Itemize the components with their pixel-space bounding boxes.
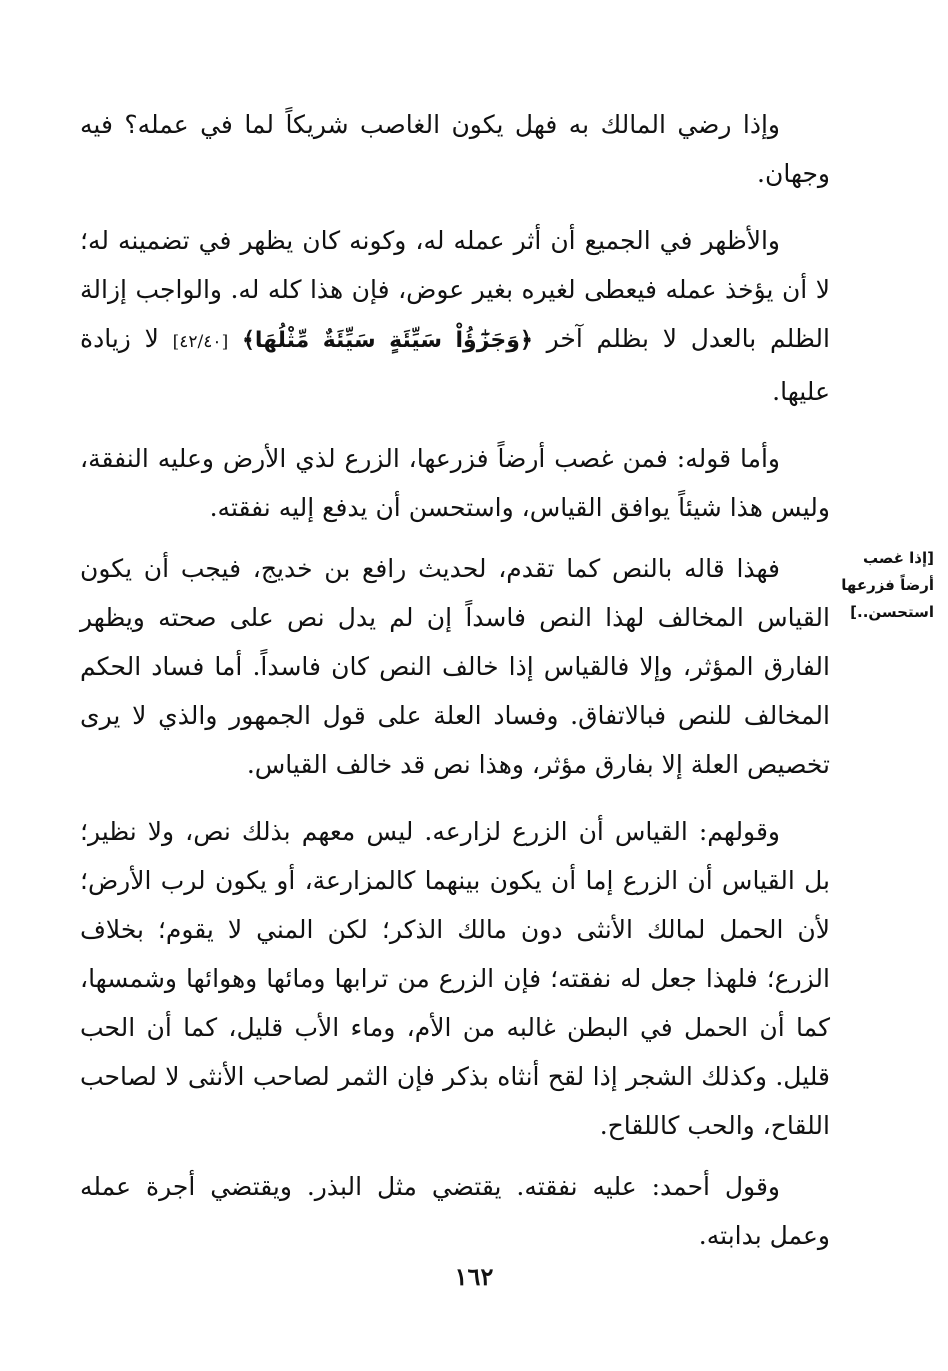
margin-side-note [836, 545, 934, 626]
page-number: ١٦٢ [454, 1262, 494, 1291]
side-note-line-3: استحسن..] [850, 603, 934, 621]
side-note-line-2: أرضاً فزرعها [841, 576, 934, 594]
paragraph-1: وإذا رضي المالك به فهل يكون الغاصب شريكاً لما في عمله؟ فيه وجهان. [80, 110, 830, 188]
paragraph-5: وقولهم: القياس أن الزرع لزارعه. ليس معهم بذلك نص، ولا نظير؛ بل القياس أن الزرع إما أن يكون بينهما كالمزارعة، أو يكون لرب الأرض؛ لأن الحمل لمالك الأنثى دون مالك الذكر؛ لكن المني لا يقوم؛ بخلاف الزرع؛ فلهذا جعل له نفقته؛ فإن الزرع من ترابها ومائها وهوائها وشمسها، كما أن الحمل في البطن غالبه من الأم، وماء الأب قليل، كما أن الحب قليل. وكذلك الشجر إذا لقح أنثاه بذكر فإن الثمر لصاحب الأنثى لا لصاحب اللقاح، والحب كاللقاح. [80, 817, 830, 1140]
quran-verse: ﴿وَجَزَٰٓؤُاْ سَيِّئَةٍ سَيِّئَةٌ مِّثْلُهَا﴾ [241, 328, 533, 353]
paragraph-2 [80, 216, 830, 416]
paragraph-2-text: والأظهر في الجميع أن أثر عمله له، وكونه كان يظهر في تضمينه له؛ لا أن يؤخذ عمله فيعطى لغيره بغير عوض، فإن هذا كله له. والواجب إزالة الظلم بالعدل لا بظلم آخر [80, 226, 830, 353]
paragraph-6: وقول أحمد: عليه نفقته. يقتضي مثل البذر. ويقتضي أجرة عمله وعمل بدابته. [80, 1172, 830, 1250]
paragraph-3: وأما قوله: فمن غصب أرضاً فزرعها، الزرع لذي الأرض وعليه النفقة، وليس هذا شيئاً يوافق القياس، واستحسن أن يدفع إليه نفقته. [80, 444, 830, 522]
main-text-block [80, 100, 830, 1278]
paragraph-4: فهذا قاله بالنص كما تقدم، لحديث رافع بن خديج، فيجب أن يكون القياس المخالف لهذا النص فاسداً إن لم يدل نص على صحته ويظهر الفارق المؤثر، وإلا فالقياس إذا خالف النص كان فاسداً. أما فساد الحكم المخالف للنص فبالاتفاق. وفساد العلة على قول الجمهور والذي لا يرى تخصيص العلة إلا بفارق مؤثر، وهذا نص قد خالف القياس. [80, 554, 830, 779]
side-note-line-1: [إذا غصب [863, 549, 934, 567]
paragraph-2-ending: لا زيادة عليها. [80, 324, 830, 406]
verse-citation: [٤٢/٤٠] [172, 332, 229, 352]
